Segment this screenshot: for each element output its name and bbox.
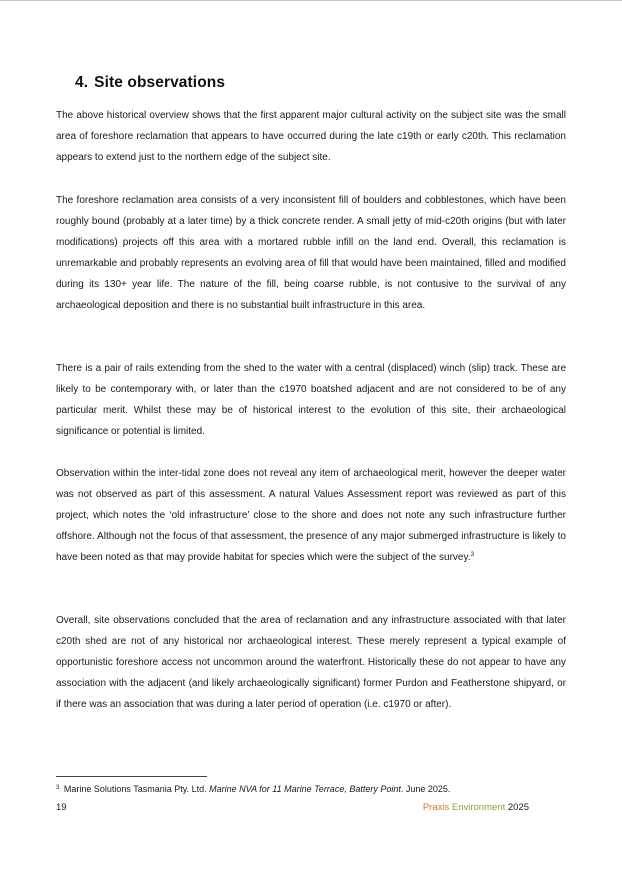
paragraph-intertidal bbox=[56, 463, 566, 568]
paragraph-text: The above historical overview shows that the first apparent major cultural activity on the subject site was the small area of foreshore reclamation that appears to have occurred during the late c19th or early c20th. This reclamation appears to extend just to the northern edge of the subject site. bbox=[56, 110, 566, 164]
footer-brand bbox=[423, 802, 529, 813]
paragraph-text: The foreshore reclamation area consists of a very inconsistent fill of boulders and cobblestones, which have been roughly bound (probably at a later time) by a thick concrete render. A small jetty of mid-c20th origins (but with later modifications) projects off this area with a mortared rubble infill on the land end. Overall, this reclamation is unremarkable and probably represents an evolving area of fill that would have been maintained, filled and modified during its 130+ year life. The nature of the fill, being coarse rubble, is not contusive to the survival of any archaeological deposition and there is no substantial built infrastructure in this area. bbox=[56, 195, 566, 312]
section-title: Site observations bbox=[94, 74, 226, 91]
footnote-title: Marine NVA for 11 Marine Terrace, Battery Point bbox=[209, 784, 401, 794]
footnote-divider bbox=[56, 776, 207, 777]
paragraph-historical-overview bbox=[56, 105, 566, 168]
footnote bbox=[56, 783, 450, 796]
paragraph-text: Observation within the inter-tidal zone does not reveal any item of archaeological merit, however the deeper water was not observed as part of this assessment. A natural Values Assessment report was reviewed as part of this project, which notes the ‘old infrastructure’ close to the shore and does not note any such infrastructure further offshore. Although not the focus of that assessment, the presence of any major submerged infrastructure is likely to have been noted as that may provide habitat for species which were the subject of the survey. bbox=[56, 468, 566, 564]
section-number: 4. bbox=[75, 74, 89, 91]
paragraph-text: There is a pair of rails extending from the shed to the water with a central (displaced) winch (slip) track. These are likely to be contemporary with, or later than the c1970 boatshed adjacent and are not considered to be of any particular merit. Whilst these may be of historical interest to the evolution of this site, their archaeological significance or potential is limited. bbox=[56, 363, 566, 438]
section-heading bbox=[75, 74, 225, 92]
paragraph-text: Overall, site observations concluded that the area of reclamation and any infrastructure associated with that later c20th shed are not of any historical nor archaeological interest. These merely represent a typical example of opportunistic foreshore access not uncommon around the waterfront. Historically these do not appear to have any association with the adjacent (and likely archaeologically significant) former Purdon and Featherstone shipyard, or if there was an association that was during a later period of operation (i.e. c1970 or after). bbox=[56, 615, 566, 711]
paragraph-rails bbox=[56, 358, 566, 442]
brand-year: 2025 bbox=[507, 802, 529, 813]
footnote-tail: . June 2025. bbox=[400, 784, 451, 794]
brand-environment: Environment bbox=[451, 802, 506, 813]
top-divider bbox=[0, 0, 622, 1]
paragraph-conclusion bbox=[56, 610, 566, 715]
footnote-marker: 3 bbox=[56, 785, 60, 791]
paragraph-reclamation-area bbox=[56, 190, 566, 317]
page-number: 19 bbox=[56, 802, 67, 813]
footnote-lead: Marine Solutions Tasmania Pty. Ltd. bbox=[61, 784, 210, 794]
footnote-reference[interactable]: 3 bbox=[470, 551, 475, 559]
brand-praxis: Praxis bbox=[422, 802, 450, 813]
